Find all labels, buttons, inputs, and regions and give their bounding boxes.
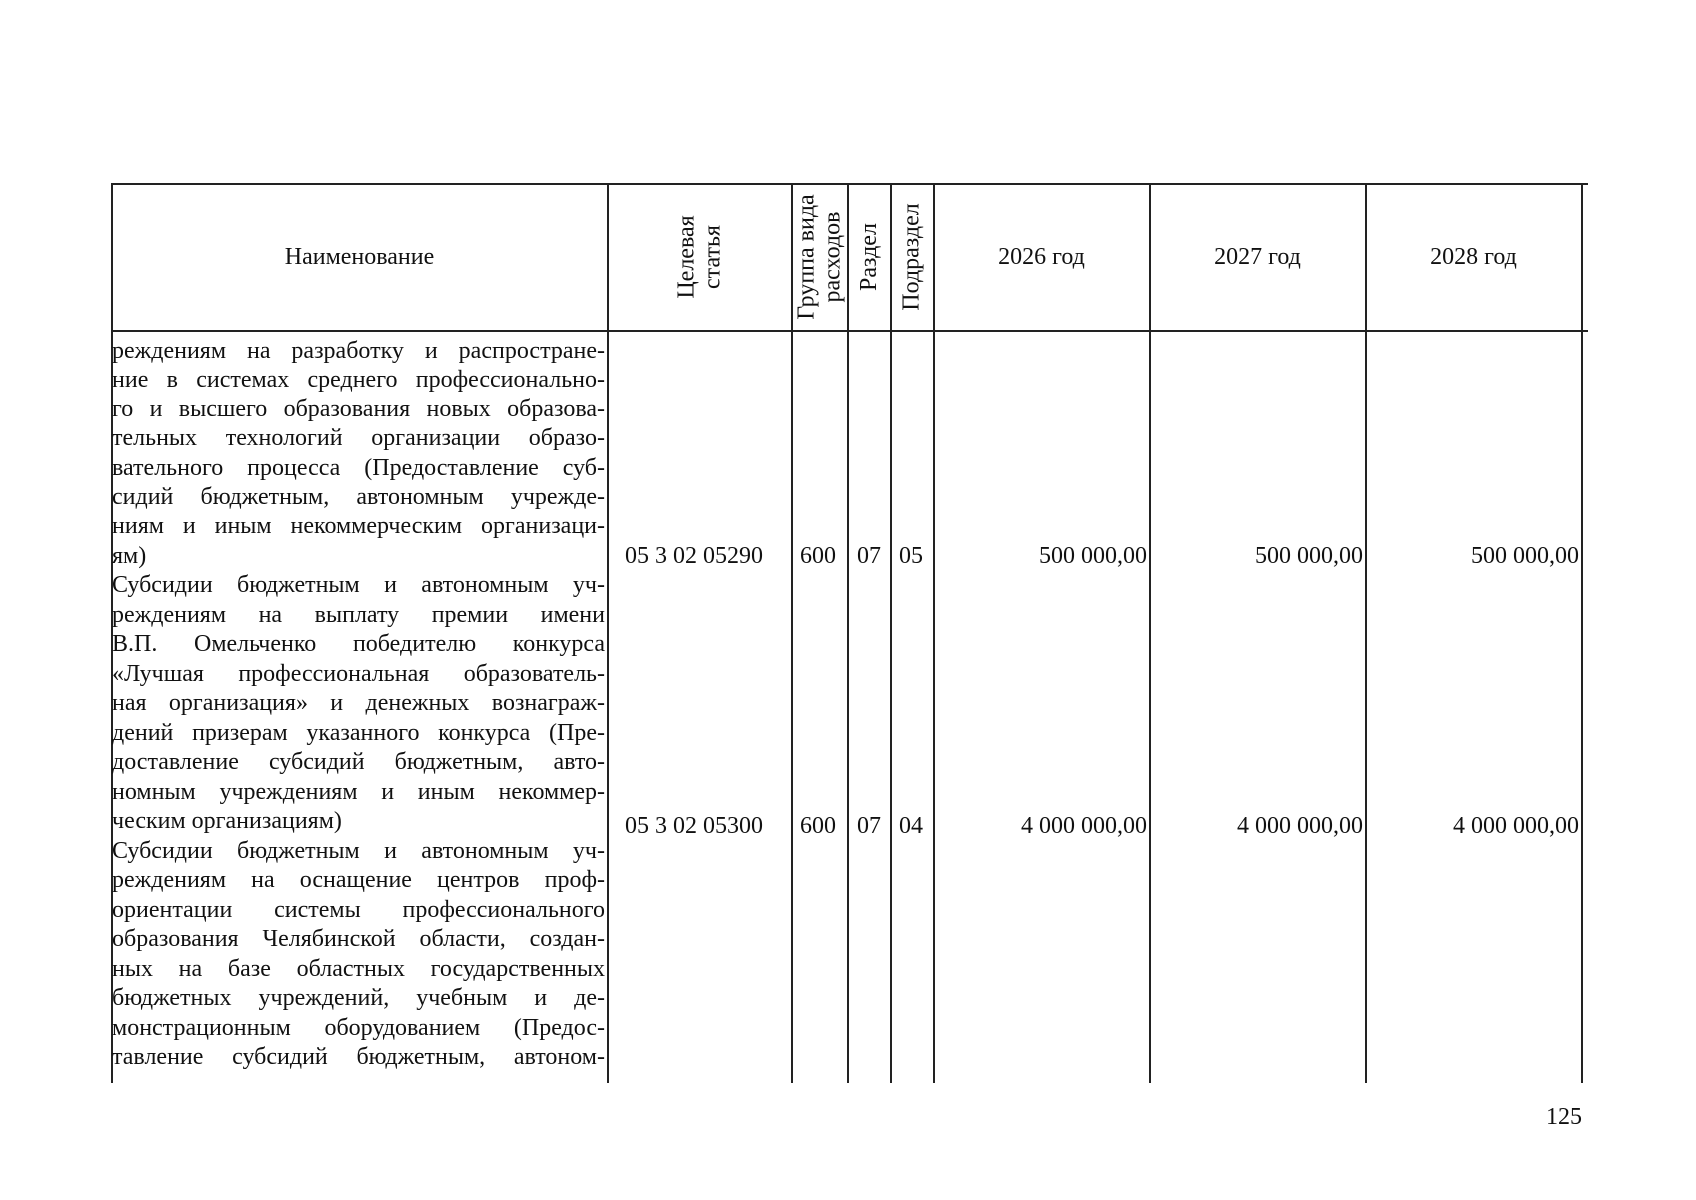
row-1-year-2026: 500 000,00 [1039,543,1147,569]
header-year-2027-label: 2027 год [1214,244,1301,270]
name-text-line: го и высшего образования новых образова- [112,396,605,422]
row-1-target-article: 05 3 02 05290 [625,543,763,569]
name-text-line: тавление субсидий бюджетным, автоном- [112,1044,605,1070]
row-2-year-2027: 4 000 000,00 [1237,813,1363,839]
page-number: 125 [1546,1104,1582,1130]
name-text-line: ниям и иным некоммерческим организаци- [112,513,605,539]
header-name [112,184,607,330]
row-1-year-2027: 500 000,00 [1255,543,1363,569]
header-section [848,184,890,330]
row-2-target-article: 05 3 02 05300 [625,813,763,839]
header-subsection [891,184,933,330]
name-text-line: реждениям на выплату премии имени [112,602,605,628]
name-text-line: ориентации системы профессионального [112,897,605,923]
header-year-2026-label: 2026 год [998,244,1085,270]
name-text-line: В.П. Омельченко победителю конкурса [112,631,605,657]
name-text-line: Субсидии бюджетным и автономным уч- [112,572,605,598]
row-1-expense-group: 600 [800,543,836,569]
header-year-2027 [1150,184,1365,330]
row-2-year-2026: 4 000 000,00 [1021,813,1147,839]
header-name-label: Наименование [284,244,435,270]
name-text-line: вательного процесса (Предоставление суб- [112,455,605,481]
header-expense-group-line1: Группа вида [793,194,820,320]
row-1-subsection: 05 [899,543,923,569]
row-2-year-2028: 4 000 000,00 [1453,813,1579,839]
header-section-label: Раздел [856,223,883,291]
header-target-article-line1: Целевая [673,215,700,299]
name-text-line: тельных технологий организации образо- [112,425,605,451]
row-2-subsection: 04 [899,813,923,839]
header-target-article [608,184,791,330]
name-text-line: реждениям на оснащение центров проф- [112,867,605,893]
name-text-line: «Лучшая профессиональная образователь- [112,661,605,687]
row-1-section: 07 [857,543,881,569]
name-text-line: сидий бюджетным, автономным учрежде- [112,484,605,510]
name-text-line: Субсидии бюджетным и автономным уч- [112,838,605,864]
header-year-2026 [934,184,1149,330]
name-text-line: доставление субсидий бюджетным, авто- [112,749,605,775]
name-text-line: ных на базе областных государственных [112,956,605,982]
name-text-line: образования Челябинской области, создан- [112,926,605,952]
row-1-year-2028: 500 000,00 [1471,543,1579,569]
header-expense-group-line2: расходов [819,211,846,303]
name-text-line: монстрационным оборудованием (Предос- [112,1015,605,1041]
header-target-article-line2: статья [699,225,726,289]
header-expense-group [792,184,847,330]
name-text-line: номным учреждениям и иным некоммер- [112,779,605,805]
name-text-line: ям) [112,543,147,569]
table-right-border [1581,183,1583,1083]
name-text-line: ние в системах среднего профессионально- [112,367,605,393]
row-2-section: 07 [857,813,881,839]
name-text-line: дений призерам указанного конкурса (Пре- [112,720,605,746]
header-year-2028-label: 2028 год [1430,244,1517,270]
name-text-line: ческим организациям) [112,808,342,834]
header-subsection-label: Подраздел [899,203,926,311]
header-year-2028 [1366,184,1581,330]
name-text-line: реждениям на разработку и распростране- [112,338,605,364]
row-2-expense-group: 600 [800,813,836,839]
name-text-line: бюджетных учреждений, учебным и де- [112,985,605,1011]
name-text-line: ная организация» и денежных вознаграж- [112,690,605,716]
